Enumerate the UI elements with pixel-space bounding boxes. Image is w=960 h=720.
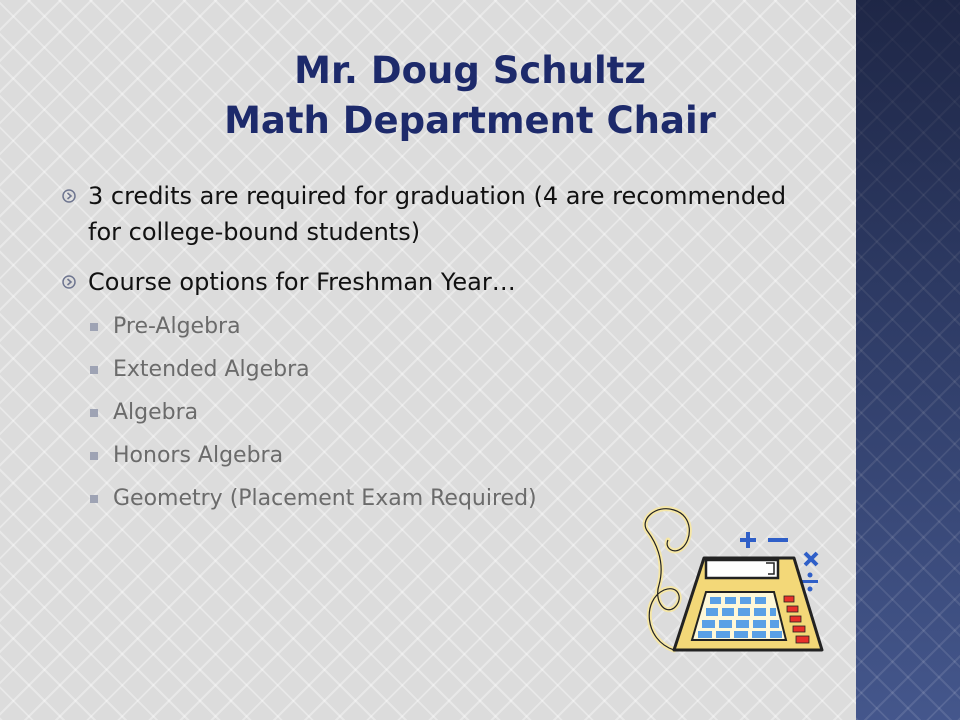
slide-title [90,46,850,146]
course-item [62,439,822,482]
bullet-text: 3 credits are required for graduation (4 are recommended for college-bound students) [88,182,787,246]
title-line-role: Math Department Chair [224,99,716,142]
course-item [62,353,822,396]
square-bullet-icon [90,323,98,331]
title-line-name: Mr. Doug Schultz [294,49,646,92]
bullet-course-options [62,264,822,300]
course-label: Pre-Algebra [113,314,241,339]
course-item [62,310,822,353]
bullet-text: Course options for Freshman Year… [88,268,516,296]
square-bullet-icon [90,452,98,460]
slide-content [62,178,822,525]
square-bullet-icon [90,495,98,503]
course-label: Extended Algebra [113,357,310,382]
right-decorative-band [856,0,960,720]
course-label: Geometry (Placement Exam Required) [113,486,537,511]
circle-bullet-icon [62,275,76,289]
course-item [62,396,822,439]
square-bullet-icon [90,409,98,417]
circle-bullet-icon [62,189,76,203]
bullet-graduation-credits [62,178,822,250]
course-label: Algebra [113,400,199,425]
calculator-clipart-icon [634,500,834,660]
course-label: Honors Algebra [113,443,284,468]
course-list [62,310,822,525]
square-bullet-icon [90,366,98,374]
